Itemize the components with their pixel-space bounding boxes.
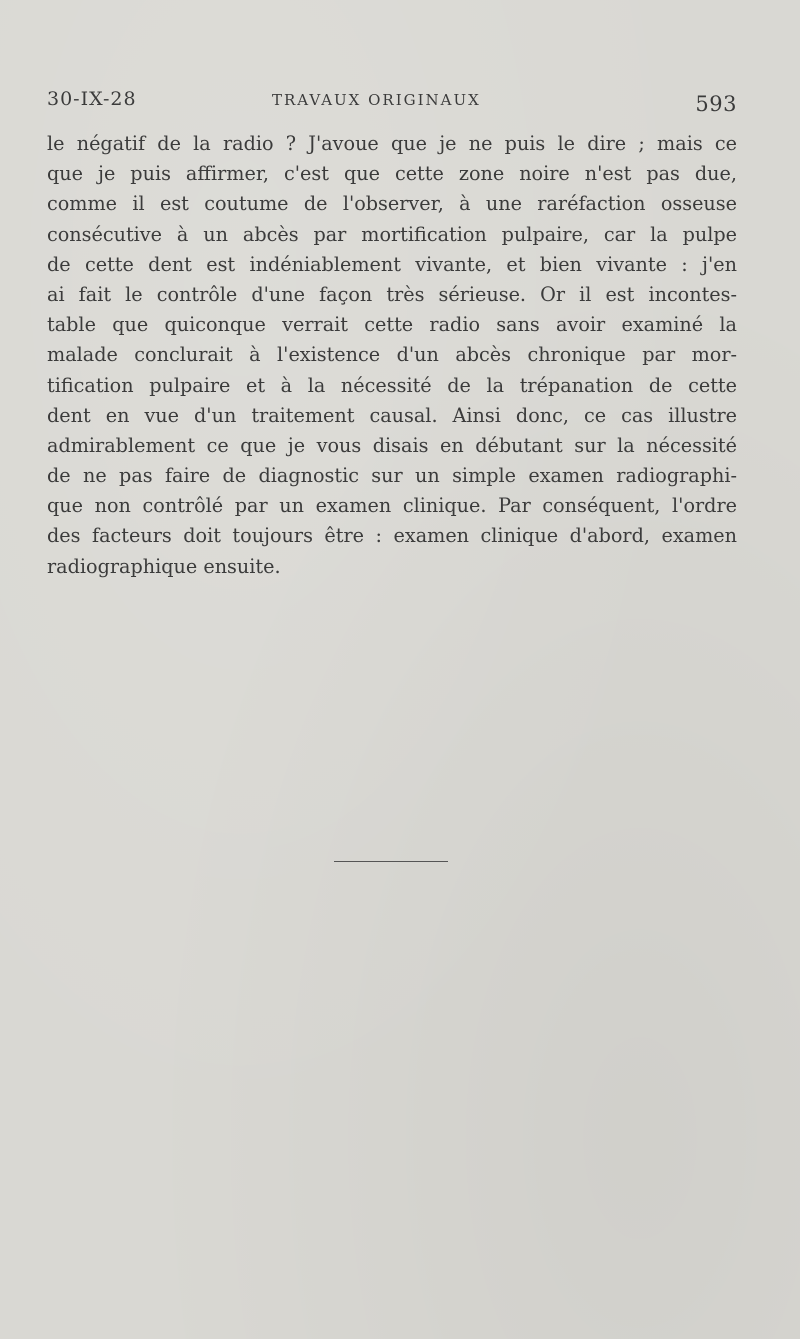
text-line: table que quiconque verrait cette radio sans avoir examiné la (47, 313, 737, 337)
text-line: admirablement ce que je vous disais en débutant sur la nécessité (47, 433, 737, 457)
page-number: 593 (695, 92, 737, 116)
text-line: malade conclurait à l'existence d'un abcès chronique par mor- (47, 343, 737, 367)
text-line: des facteurs doit toujours être : examen clinique d'abord, examen (47, 524, 737, 548)
header-date: 30-IX-28 (47, 88, 137, 110)
body-paragraph (47, 129, 737, 582)
text-line: dent en vue d'un traitement causal. Ainsi donc, ce cas illustre (47, 403, 737, 427)
text-line: ai fait le contrôle d'une façon très sérieuse. Or il est incontes- (47, 282, 737, 306)
text-line: que non contrôlé par un examen clinique. Par conséquent, l'ordre (47, 494, 737, 518)
text-line: le négatif de la radio ? J'avoue que je ne puis le dire ; mais ce (47, 132, 737, 155)
text-line: radiographique ensuite. (47, 554, 281, 578)
text-line: tification pulpaire et à la nécessité de la trépanation de cette (47, 373, 737, 397)
text-line: de ne pas faire de diagnostic sur un simple examen radiographi- (47, 464, 737, 488)
text-line: comme il est coutume de l'observer, à une raréfaction osseuse (47, 192, 737, 216)
text-line: que je puis affirmer, c'est que cette zone noire n'est pas due, (47, 162, 737, 186)
header-section-title: TRAVAUX ORIGINAUX (272, 91, 481, 109)
running-head (47, 86, 737, 116)
text-line: de cette dent est indéniablement vivante, et bien vivante : j'en (47, 252, 737, 276)
text-line: consécutive à un abcès par mortification pulpaire, car la pulpe (47, 222, 737, 246)
section-end-rule (334, 861, 448, 862)
